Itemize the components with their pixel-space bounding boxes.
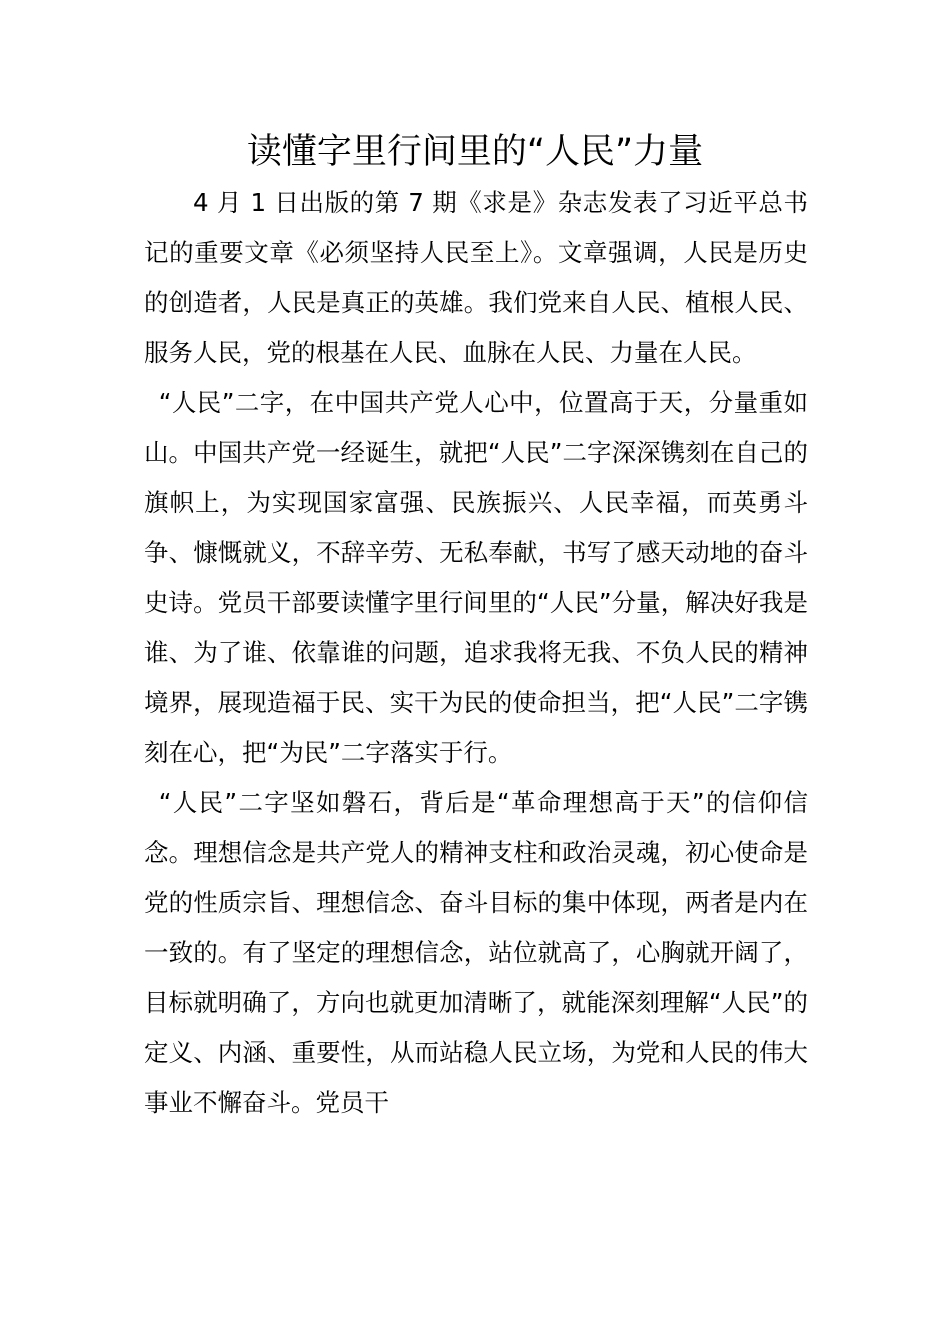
page-title: 读懂字里行间里的“人民”力量	[246, 132, 704, 172]
paragraph-3: “人民”二字坚如磐石，背后是“革命理想高于天”的信仰信念。理想信念是共产党人的精神支柱和政治灵魂，初心使命是党的性质宗旨、理想信念、奋斗目标的集中体现，两者是内在一致的。有了坚定的理想信念，站位就高了，心胸就开阔了，目标就明确了，方向也就更加清晰了，就能深刻理解“人民”的定义、内涵、重要性，从而站稳人民立场，为党和人民的伟大事业不懈奋斗。党员干	[144, 788, 808, 1117]
paragraph-2: “人民”二字，在中国共产党人心中，位置高于天，分量重如山。中国共产党一经诞生，就把“人民”二字深深镌刻在自己的旗帜上，为实现国家富强、民族振兴、人民幸福，而英勇斗争、慷慨就义，不辞辛劳、无私奉献，书写了感天动地的奋斗史诗。党员干部要读懂字里行间里的“人民”分量，解决好我是谁、为了谁、依靠谁的问题，追求我将无我、不负人民的精神境界，展现造福于民、实干为民的使命担当，把“人民”二字镌刻在心，把“为民”二字落实于行。	[144, 388, 808, 767]
paragraph-1: 4 月 1 日出版的第 7 期《求是》杂志发表了习近平总书记的重要文章《必须坚持人民至上》。文章强调，人民是历史的创造者，人民是真正的英雄。我们党来自人民、植根人民、服务人民，党的根基在人民、血脉在人民、力量在人民。	[144, 188, 808, 367]
article-body	[144, 178, 808, 1128]
